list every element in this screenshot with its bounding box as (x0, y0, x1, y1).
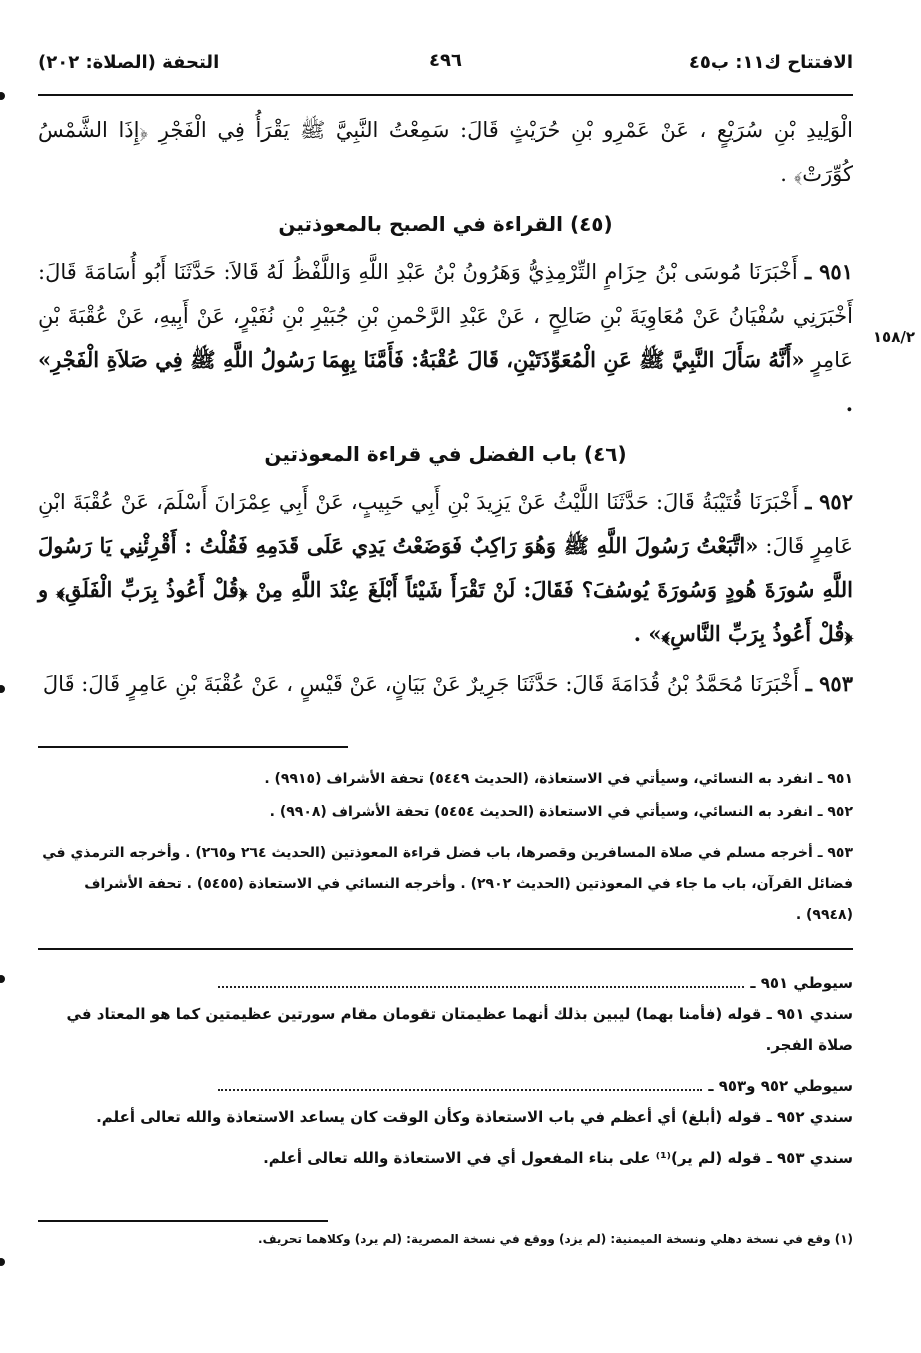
footnote: (١) وقع في نسخة دهلي ونسخة الميمنية: (لم يزد) ووقع في نسخة المصرية: (لم يرد) وكلاهما تحريف. (258, 1232, 853, 1246)
hadith-matn: «أَنَّهُ سَأَلَ النَّبِيَّ ﷺ عَنِ الْمُعَوِّذَتَيْنِ، قَالَ عُقْبَةُ: فَأَمَّنَا بِهِمَا رَسُولُ اللَّهِ ﷺ فِي صَلاَةِ الْفَجْرِ» . (38, 347, 853, 416)
hadith-number: ٩٥٣ ـ (805, 671, 853, 696)
header-tuhfa-ref: التحفة (الصلاة: ٢٠٢) (38, 52, 220, 73)
suyuti-952-line (38, 1071, 853, 1102)
suyuti-951: سيوطي ٩٥١ ـ (750, 974, 853, 992)
main-text (38, 108, 853, 706)
scan-mark (0, 685, 5, 693)
margin-reference: ١٥٨/٢ (872, 328, 915, 346)
suyuti-951-line (38, 968, 853, 999)
book-page (38, 40, 915, 1353)
chapter-heading-46: (٤٦) باب الفضل في قراءة المعوذتين (264, 442, 627, 466)
commentary-section (38, 968, 853, 1174)
running-head (38, 40, 853, 84)
page-number: ٤٩٦ (429, 50, 462, 71)
dotted-leader (218, 1079, 702, 1091)
hadith-matn: «اتَّبَعْتُ رَسُولَ اللَّهِ ﷺ وَهُوَ رَاكِبٌ فَوَضَعْتُ يَدِي عَلَى قَدَمِهِ فَقُلْتُ : أَقْرِئْنِي يَا رَسُولَ اللَّهِ سُورَةَ هُودٍ وَسُورَةَ يُوسُفَ؟ فَقَالَ: لَنْ تَقْرَأَ شَيْئاً أَبْلَغَ عِنْدَ اللَّهِ مِنْ ﴿قُلْ أَعُوذُ بِرَبِّ الْفَلَقِ﴾ و ﴿قُلْ أَعُوذُ بِرَبِّ النَّاسِ﴾» . (38, 533, 853, 646)
hadith-continuation: الْوَلِيدِ بْنِ سُرَيْعٍ ، عَنْ عَمْرِو بْنِ حُرَيْثٍ قَالَ: سَمِعْتُ النَّبِيَّ ﷺ يَقْرَأُ فِي الْفَجْرِ ﴿إِذَا الشَّمْسُ كُوِّرَتْ﴾ . (38, 118, 853, 186)
hadith-isnad: أَخْبَرَنَا مُوسَى بْنُ حِزَامٍ التِّرْمِذِيُّ وَهَرُونُ بْنُ عَبْدِ اللَّهِ وَاللَّفْظُ لَهُ قَالاَ: حَدَّثَنَا أَبُو أُسَامَةَ قَالَ: أَخْبَرَنِي سُفْيَانُ عَنْ مُعَاوِيَةَ بْنِ صَالِحٍ ، عَنْ عَبْدِ الرَّحْمنِ بْنِ جُبَيْرِ بْنِ نُفَيْرٍ، عَنْ أَبِيهِ، عَنْ عُقْبَةَ بْنِ عَامِرٍ (38, 260, 853, 372)
hadith-isnad: أَخْبَرَنَا مُحَمَّدُ بْنُ قُدَامَةَ قَالَ: حَدَّثَنَا جَرِيرٌ عَنْ بَيَانٍ، عَنْ قَيْسٍ ، عَنْ عُقْبَةَ بْنِ عَامِرٍ قَالَ: قَالَ (42, 672, 799, 696)
note-951: ٩٥١ ـ انفرد به النسائي، وسيأتي في الاستعاذة، (الحديث ٥٤٤٩) تحفة الأشراف (٩٩١٥) . (264, 771, 853, 787)
scan-mark (0, 92, 5, 100)
hadith-number: ٩٥٢ ـ (805, 489, 853, 514)
header-chapter-ref: الافتتاح ك١١: ب٤٥ (688, 52, 853, 73)
hadith-952 (38, 480, 853, 656)
hadith-951 (38, 250, 853, 426)
chapter-heading-45: (٤٥) القراءة في الصبح بالمعوذتين (278, 212, 613, 236)
notes-separator (38, 746, 348, 748)
sindi-951: سندي ٩٥١ ـ قوله (فأمنا بهما) ليبين بذلك أنهما عظيمتان تقومان مقام سورتين عظيمتين كما هو المعتاد في صلاة الفجر. (66, 1005, 853, 1054)
hadith-953 (38, 662, 853, 706)
sindi-953: سندي ٩٥٣ ـ قوله (لم ير)⁽¹⁾ على بناء المفعول أي في الاستعاذة والله تعالى أعلم. (263, 1149, 853, 1167)
takhrij-notes (38, 764, 853, 933)
hadith-number: ٩٥١ ـ (805, 259, 853, 284)
note-952: ٩٥٢ ـ انفرد به النسائي، وسيأتي في الاستعاذة (الحديث ٥٤٥٤) تحفة الأشراف (٩٩٠٨) . (269, 804, 853, 820)
dotted-leader (218, 976, 744, 988)
note-953: ٩٥٣ ـ أخرجه مسلم في صلاة المسافرين وقصرها، باب فضل قراءة المعوذتين (الحديث ٢٦٤ و٢٦٥) . وأخرجه الترمذي في فضائل القرآن، باب ما جاء في المعوذتين (الحديث ٢٩٠٢) . وأخرجه النسائي في الاستعاذة (٥٤٥٥) . تحفة الأشراف (٩٩٤٨) . (42, 845, 853, 923)
header-rule (38, 94, 853, 96)
commentary-separator (38, 948, 853, 950)
suyuti-952: سيوطي ٩٥٢ و٩٥٣ ـ (708, 1077, 853, 1095)
sindi-952: سندي ٩٥٢ ـ قوله (أبلغ) أي أعظم في باب الاستعاذة وكأن الوقت كان يساعد الاستعاذة والله تعالى أعلم. (96, 1108, 853, 1126)
hadith-isnad: أَخْبَرَنَا قُتَيْبَةُ قَالَ: حَدَّثَنَا اللَّيْثُ عَنْ يَزِيدَ بْنِ أَبِي حَبِيبٍ، عَنْ أَبِي عِمْرَانَ أَسْلَمَ، عَنْ عُقْبَةَ ابْنِ عَامِرٍ قَالَ: (38, 490, 853, 558)
scan-mark (0, 975, 5, 983)
scan-mark (0, 1258, 5, 1266)
footnote-separator (38, 1220, 328, 1222)
